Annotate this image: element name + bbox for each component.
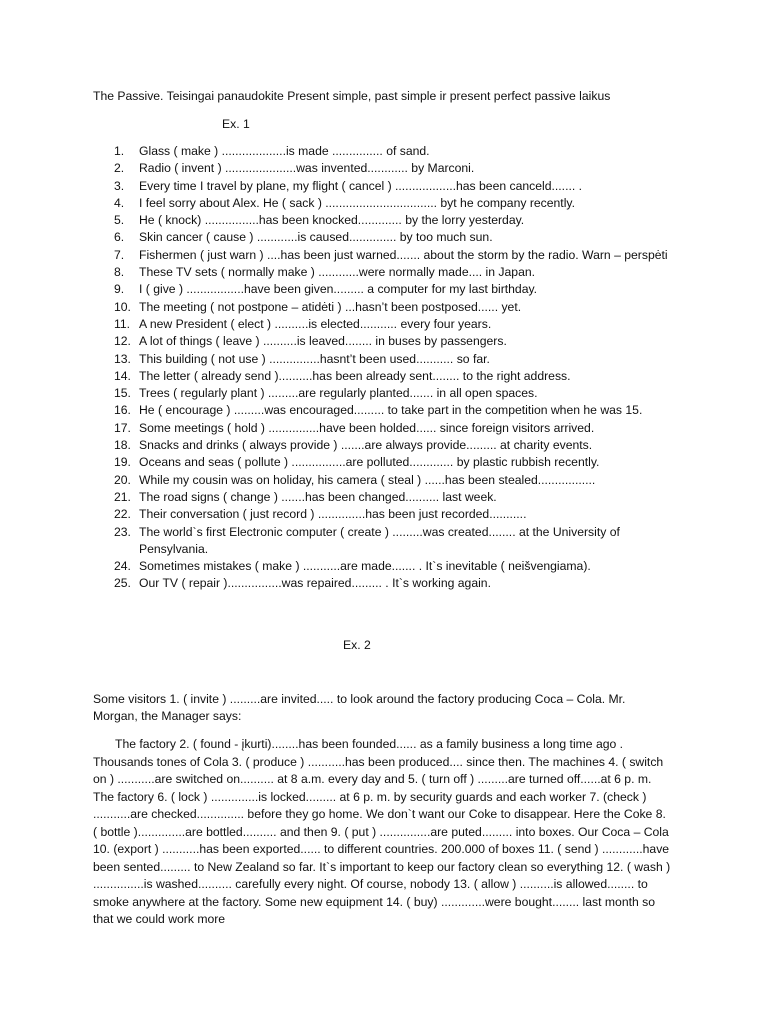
item-number: 14. bbox=[114, 368, 131, 383]
list-item bbox=[112, 489, 682, 506]
item-number: 6. bbox=[114, 230, 125, 245]
list-item bbox=[112, 333, 682, 350]
list-item bbox=[112, 229, 682, 246]
item-text: While my cousin was on holiday, his camera ( steal ) ......has been stealed................. bbox=[139, 472, 596, 487]
item-number: 7. bbox=[114, 247, 125, 262]
item-text: Their conversation ( just record ) ..............has been just recorded........... bbox=[139, 507, 527, 522]
item-text: A lot of things ( leave ) ..........is leaved........ in buses by passengers. bbox=[139, 334, 507, 349]
list-item bbox=[112, 299, 682, 316]
list-item bbox=[112, 558, 682, 575]
item-text: Oceans and seas ( pollute ) ................are polluted............. by plastic rubbish recently. bbox=[139, 455, 600, 470]
item-text: A new President ( elect ) ..........is elected........... every four years. bbox=[139, 316, 492, 331]
item-text: He ( knock) ................has been knocked............. by the lorry yesterday. bbox=[139, 213, 525, 228]
list-item bbox=[112, 143, 682, 160]
exercise-2-label: Ex. 2 bbox=[343, 638, 371, 652]
item-text: The world`s first Electronic computer ( create ) .........was created........ at the University of Pensylvania. bbox=[139, 524, 620, 556]
item-text: Every time I travel by plane, my flight ( cancel ) ..................has been canceld....... . bbox=[139, 178, 582, 193]
list-item bbox=[112, 368, 682, 385]
item-text: He ( encourage ) .........was encouraged......... to take part in the competition when he was 15. bbox=[139, 403, 643, 418]
item-text: I feel sorry about Alex. He ( sack ) ................................. byt he company recently. bbox=[139, 195, 575, 210]
list-item bbox=[112, 472, 682, 489]
item-text: Trees ( regularly plant ) .........are regularly planted....... in all open spaces. bbox=[139, 386, 538, 401]
list-item bbox=[112, 281, 682, 298]
list-item bbox=[112, 160, 682, 177]
item-number: 1. bbox=[114, 144, 125, 158]
item-text: Skin cancer ( cause ) ............is caused.............. by too much sun. bbox=[139, 230, 493, 245]
list-item bbox=[112, 575, 682, 592]
list-item bbox=[112, 264, 682, 281]
item-number: 5. bbox=[114, 213, 125, 228]
item-number: 25. bbox=[114, 576, 131, 591]
list-item bbox=[112, 316, 682, 333]
item-number: 12. bbox=[114, 334, 131, 349]
item-number: 9. bbox=[114, 282, 125, 297]
item-number: 16. bbox=[114, 403, 131, 418]
item-text: Glass ( make ) ...................is made ............... of sand. bbox=[139, 144, 430, 158]
item-text: This building ( not use ) ...............hasnt’t been used........... so far. bbox=[139, 351, 490, 366]
item-number: 21. bbox=[114, 489, 131, 504]
item-text: Some meetings ( hold ) ...............have been holded...... since foreign visitors arrived. bbox=[139, 420, 595, 435]
list-item bbox=[112, 420, 682, 437]
list-item bbox=[112, 454, 682, 471]
list-item bbox=[112, 506, 682, 523]
exercise-2-intro: Some visitors 1. ( invite ) .........are invited..... to look around the factory producing Coca – Cola. Mr. Morgan, the Manager says: bbox=[93, 692, 626, 724]
item-text: I ( give ) .................have been given......... a computer for my last birthday. bbox=[139, 282, 538, 297]
list-item bbox=[112, 212, 682, 229]
list-item bbox=[112, 385, 682, 402]
item-number: 15. bbox=[114, 386, 131, 401]
list-item bbox=[112, 178, 682, 195]
page-title: The Passive. Teisingai panaudokite Present simple, past simple ir present perfect passive laikus bbox=[93, 89, 611, 103]
item-text: Sometimes mistakes ( make ) ...........are made....... . It`s inevitable ( neišvengiama). bbox=[139, 559, 591, 574]
item-text: The meeting ( not postpone – atidėti ) ...hasn’t been postposed...... yet. bbox=[139, 299, 522, 314]
item-number: 3. bbox=[114, 178, 125, 193]
item-text: Our TV ( repair )................was repaired......... . It`s working again. bbox=[139, 576, 491, 591]
item-number: 20. bbox=[114, 472, 131, 487]
list-item bbox=[112, 351, 682, 368]
item-text: Snacks and drinks ( always provide ) .......are always provide......... at charity events. bbox=[139, 438, 593, 453]
list-item bbox=[112, 402, 682, 419]
item-number: 4. bbox=[114, 195, 125, 210]
list-item bbox=[112, 195, 682, 212]
item-number: 19. bbox=[114, 455, 131, 470]
item-text: Radio ( invent ) .....................was invented............ by Marconi. bbox=[139, 161, 475, 176]
list-item bbox=[112, 247, 682, 264]
item-number: 13. bbox=[114, 351, 131, 366]
list-item bbox=[112, 437, 682, 454]
item-number: 24. bbox=[114, 559, 131, 574]
item-number: 22. bbox=[114, 507, 131, 522]
item-number: 18. bbox=[114, 438, 131, 453]
list-item bbox=[112, 524, 682, 559]
item-text: Fishermen ( just warn ) ....has been just warned....... about the storm by the radio. Warn – perspėti bbox=[139, 247, 668, 262]
exercise-2-paragraph: The factory 2. ( found - įkurti)........has been founded...... as a family business a long time ago . Thousands tones of Cola 3. ( produce ) ...........has been produced.... since then. The machines 4. ( switch on ) ...........are switched on.......... at 8 a.m. every day and 5. ( turn off ) .........are turned off......at 6 p. m. The factory 6. ( lock ) ..............is locked......... at 6 p. m. by security guards and each worker 7. (check ) ...........are checked.............. before they go home. We don`t want our Coke to disappear. Here the Coke 8. ( bottle )..............are bottled.......... and then 9. ( put ) ...............are puted......... into boxes. Our Coca – Cola 10. (export ) ...........has been exported...... to different countries. 200.000 of boxes 11. ( send ) ............have been sented......... to New Zealand so far. It`s important to keep our factory clean so everything 12. ( wash ) ...............is washed.......... carefully every night. Of course, nobody 13. ( allow ) ..........is allowed........ to smoke anywhere at the factory. Some new equipment 14. ( buy) .............were bought........ last month so that we could work more bbox=[93, 737, 671, 926]
item-text: The road signs ( change ) .......has been changed.......... last week. bbox=[139, 489, 497, 504]
item-number: 10. bbox=[114, 299, 131, 314]
item-number: 2. bbox=[114, 161, 125, 176]
item-number: 23. bbox=[114, 524, 131, 539]
item-number: 11. bbox=[114, 316, 131, 331]
exercise-1-label: Ex. 1 bbox=[222, 117, 250, 131]
item-text: These TV sets ( normally make ) ............were normally made.... in Japan. bbox=[139, 265, 536, 280]
item-text: The letter ( already send )..........has been already sent........ to the right address. bbox=[139, 368, 571, 383]
item-number: 8. bbox=[114, 265, 125, 280]
exercise-1-list bbox=[112, 143, 682, 593]
item-number: 17. bbox=[114, 420, 131, 435]
